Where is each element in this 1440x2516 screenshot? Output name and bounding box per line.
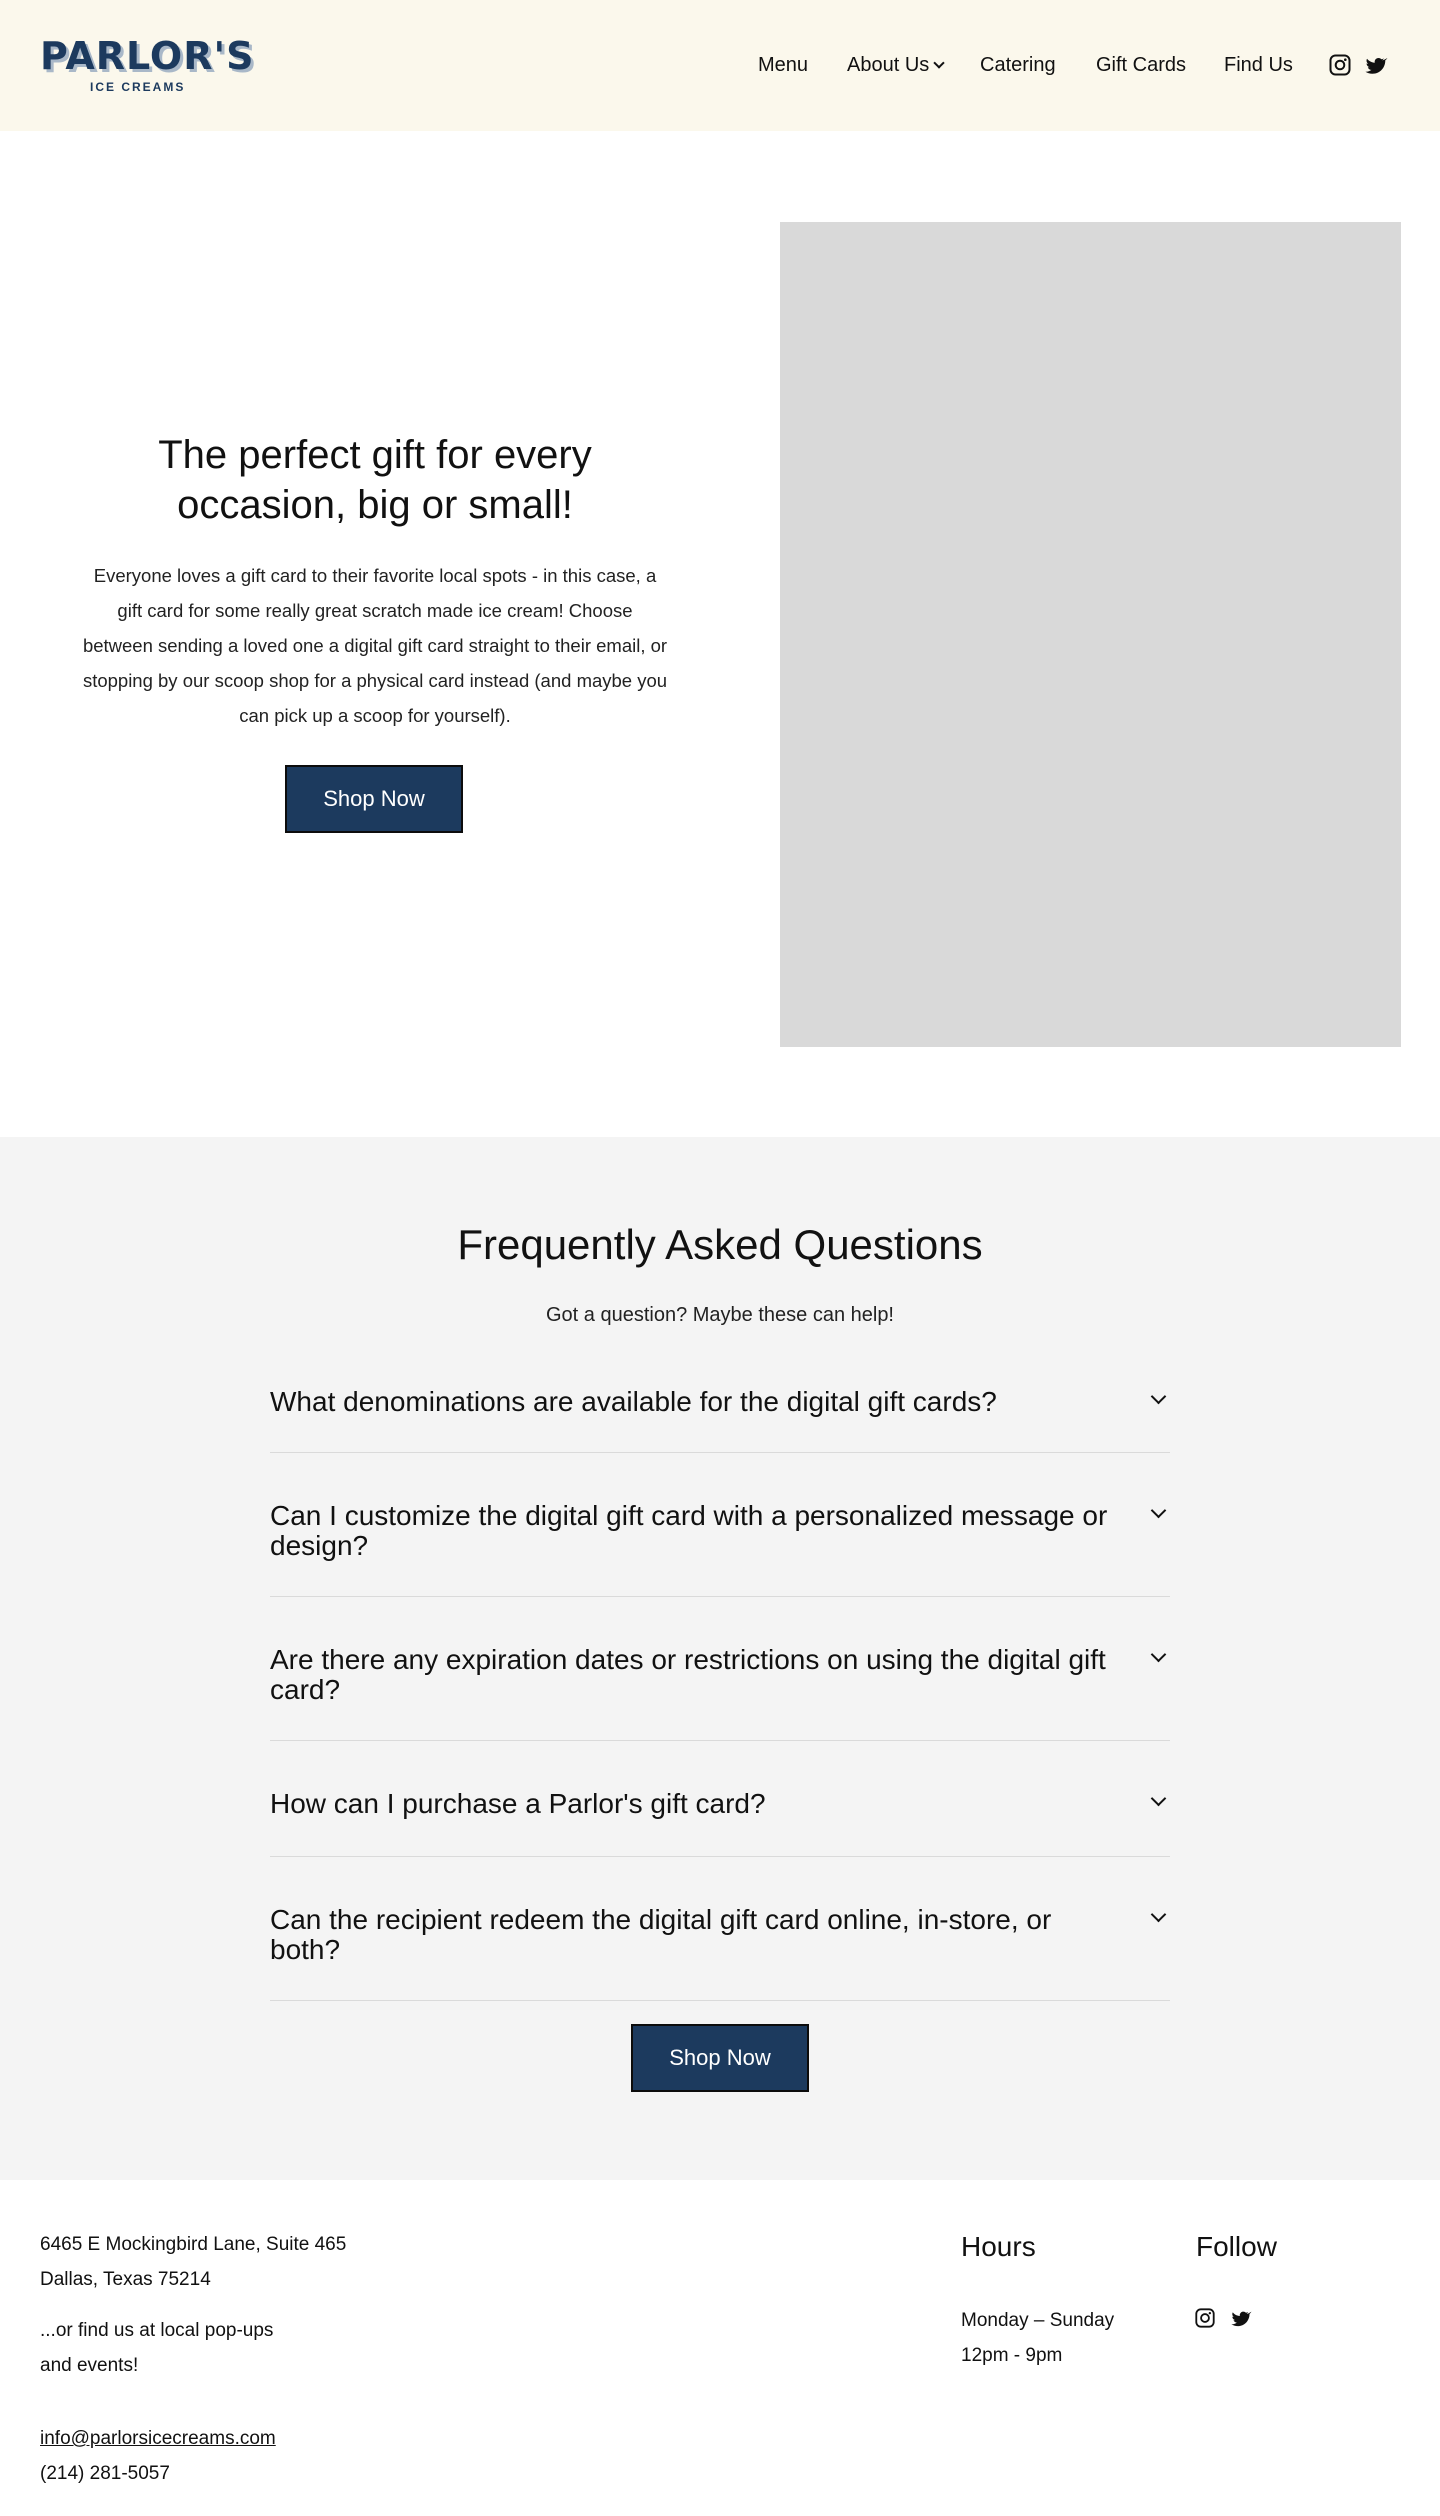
nav-menu[interactable]: Menu: [758, 54, 809, 76]
twitter-icon[interactable]: [1364, 54, 1388, 78]
faq-item[interactable]: [270, 1857, 1170, 2001]
nav-gift-cards[interactable]: Gift Cards: [1096, 54, 1187, 76]
logo-wordmark: PARLOR'S: [40, 34, 255, 78]
logo-subtext: ICE CREAMS: [90, 80, 186, 94]
faq-item[interactable]: [270, 1369, 1170, 1453]
chevron-down-icon: [1151, 1907, 1167, 1923]
faq-section: [0, 1137, 1440, 2180]
footer-hours-days: Monday – Sunday: [961, 2310, 1115, 2331]
instagram-icon[interactable]: [1328, 53, 1352, 77]
faq-question: Are there any expiration dates or restrictions on using the digital gift card?: [270, 1644, 1106, 1705]
twitter-icon[interactable]: [1230, 2308, 1252, 2330]
footer-hours-time: 12pm - 9pm: [961, 2345, 1063, 2366]
faq-item[interactable]: [270, 1741, 1170, 1857]
hero-shop-now-button[interactable]: Shop Now: [285, 765, 463, 833]
faq-subtitle: Got a question? Maybe these can help!: [545, 1304, 894, 1326]
faq-question: What denominations are available for the digital gift cards?: [270, 1386, 997, 1417]
chevron-down-icon: [934, 57, 945, 68]
footer-email-link[interactable]: info@parlorsicecreams.com: [40, 2428, 276, 2449]
nav-about-us[interactable]: [847, 50, 943, 80]
chevron-down-icon: [1151, 1503, 1167, 1519]
hero-image-placeholder: [780, 222, 1401, 1047]
footer-popups-line1: ...or find us at local pop-ups: [40, 2320, 274, 2341]
footer-address-line1: 6465 E Mockingbird Lane, Suite 465: [40, 2234, 347, 2255]
faq-shop-now-button[interactable]: Shop Now: [631, 2024, 809, 2092]
footer-hours-heading: Hours: [961, 2231, 1036, 2262]
hero-title: The perfect gift for every occasion, big or small!: [158, 433, 592, 527]
site-header: [0, 0, 1440, 131]
faq-question: Can the recipient redeem the digital gift card online, in-store, or both?: [270, 1904, 1052, 1965]
faq-question: Can I customize the digital gift card with a personalized message or design?: [270, 1500, 1108, 1561]
faq-item[interactable]: [270, 1597, 1170, 1741]
nav-find-us[interactable]: Find Us: [1224, 54, 1293, 76]
chevron-down-icon: [1151, 1791, 1167, 1807]
nav-about-us-label: About Us: [847, 54, 930, 76]
footer-popups-line2: and events!: [40, 2355, 139, 2376]
footer-phone: (214) 281-5057: [40, 2463, 170, 2484]
instagram-icon[interactable]: [1194, 2307, 1216, 2329]
parlors-logo[interactable]: [40, 34, 255, 100]
faq-item[interactable]: [270, 1453, 1170, 1597]
chevron-down-icon: [1151, 1389, 1167, 1405]
faq-question: How can I purchase a Parlor's gift card?: [270, 1788, 766, 1819]
hero-description: Everyone loves a gift card to their favorite local spots - in this case, a gift card for some really great scratch made ice cream! Choose between sending a loved one a digital gift card straight to their email, or stopping by our scoop shop for a physical card instead (and maybe you can pick up a scoop for yourself).: [82, 565, 668, 726]
chevron-down-icon: [1151, 1647, 1167, 1663]
footer-address-line2: Dallas, Texas 75214: [40, 2269, 211, 2290]
faq-title: Frequently Asked Questions: [457, 1221, 983, 1268]
footer-follow-heading: Follow: [1196, 2231, 1277, 2262]
nav-catering[interactable]: Catering: [980, 54, 1056, 76]
